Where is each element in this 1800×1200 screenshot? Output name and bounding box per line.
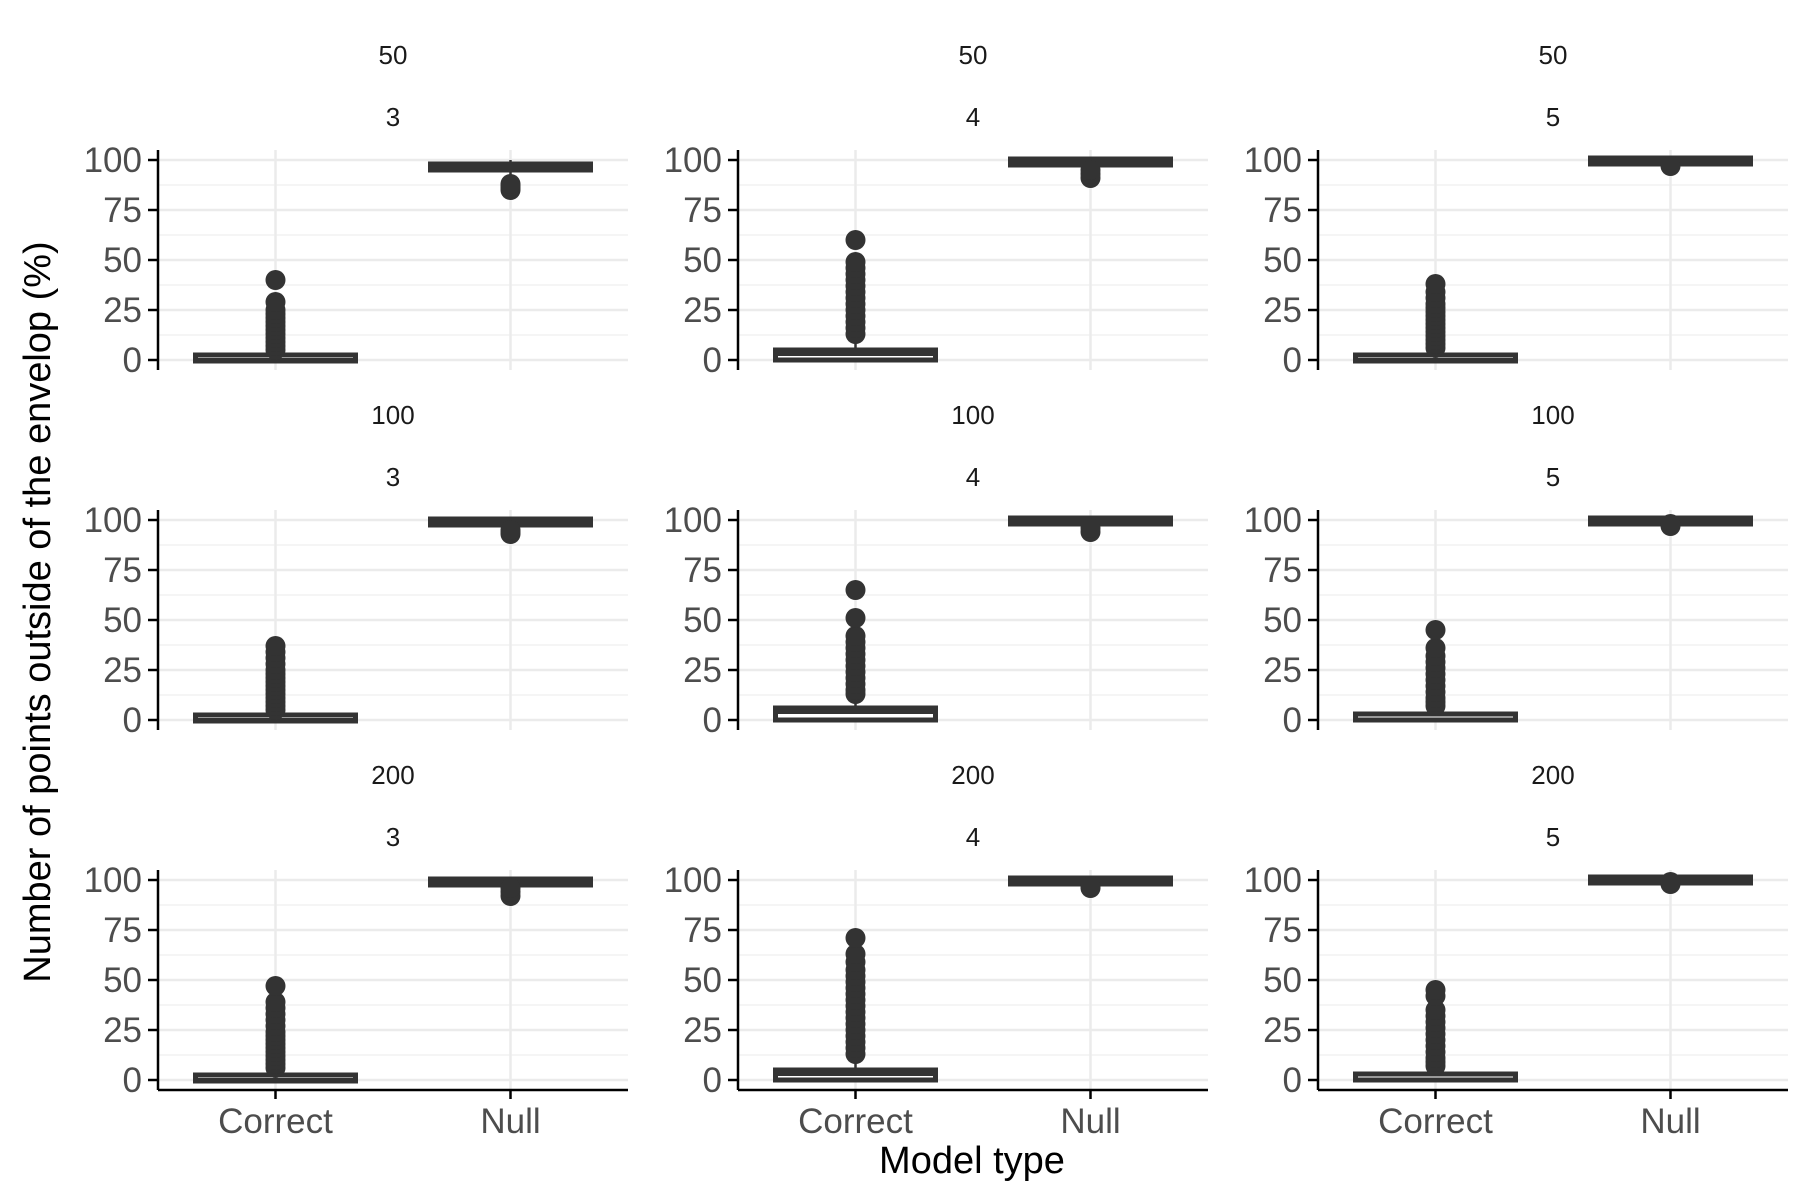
outlier-point	[266, 270, 286, 290]
box-correct	[1356, 274, 1516, 361]
x-tick-label: Correct	[798, 1102, 913, 1141]
panel-100-3	[84, 400, 628, 740]
strip-label-row: 200	[371, 760, 415, 790]
y-tick-label: 75	[1263, 191, 1302, 230]
y-tick-label: 75	[683, 191, 722, 230]
y-tick-label: 0	[1282, 341, 1302, 380]
y-tick-label: 50	[683, 961, 722, 1000]
box-null	[1011, 159, 1171, 188]
outlier-point	[1081, 160, 1101, 180]
y-tick-label: 50	[1263, 241, 1302, 280]
outlier-point	[1081, 876, 1101, 896]
strip-label-row: 200	[1531, 760, 1575, 790]
box-correct	[776, 928, 936, 1080]
y-tick-label: 0	[702, 701, 722, 740]
outlier-point	[501, 174, 521, 194]
y-tick-label: 25	[103, 291, 142, 330]
y-tick-label: 25	[103, 651, 142, 690]
y-tick-label: 100	[663, 141, 722, 180]
y-tick-label: 75	[683, 551, 722, 590]
outlier-point	[846, 252, 866, 272]
strip-label-col: 5	[1545, 462, 1561, 492]
outlier-point	[501, 520, 521, 540]
strip-label-row: 50	[1538, 40, 1568, 70]
y-tick-label: 100	[83, 861, 142, 900]
x-tick-label: Null	[480, 1102, 541, 1141]
outlier-point	[1426, 274, 1446, 294]
y-tick-label: 75	[103, 911, 142, 950]
panel-50-3	[84, 40, 628, 380]
y-tick-label: 25	[683, 651, 722, 690]
y-tick-label: 0	[122, 341, 142, 380]
outlier-point	[1081, 518, 1101, 538]
y-tick-label: 0	[1282, 1061, 1302, 1100]
x-tick-label: Correct	[218, 1102, 333, 1141]
panel-200-3	[84, 760, 628, 1141]
y-tick-label: 100	[663, 501, 722, 540]
y-tick-label: 75	[683, 911, 722, 950]
strip-label-row: 100	[371, 400, 415, 430]
strip-label-col: 3	[385, 822, 401, 852]
outlier-point	[1426, 620, 1446, 640]
strip-label-col: 4	[965, 462, 981, 492]
strip-label-col: 4	[965, 822, 981, 852]
panel-100-5	[1244, 400, 1788, 740]
y-tick-label: 50	[1263, 961, 1302, 1000]
y-tick-label: 75	[1263, 911, 1302, 950]
y-tick-label: 50	[683, 241, 722, 280]
outlier-point	[846, 608, 866, 628]
y-tick-label: 50	[103, 241, 142, 280]
y-tick-label: 100	[83, 501, 142, 540]
strip-label-row: 200	[951, 760, 995, 790]
box-null	[1011, 876, 1171, 898]
box-null	[1591, 156, 1751, 176]
x-tick-label: Correct	[1378, 1102, 1493, 1141]
y-tick-label: 100	[83, 141, 142, 180]
box-correct	[776, 230, 936, 360]
outlier-point	[1661, 872, 1681, 892]
panel-50-4	[664, 40, 1208, 380]
x-axis-title: Model type	[879, 1140, 1065, 1182]
y-tick-label: 25	[103, 1011, 142, 1050]
panel-200-4	[664, 760, 1208, 1141]
y-tick-label: 0	[702, 1061, 722, 1100]
box-null	[431, 519, 591, 544]
panel-200-5	[1244, 760, 1788, 1141]
outlier-point	[846, 580, 866, 600]
box-correct	[196, 270, 356, 361]
y-tick-label: 50	[683, 601, 722, 640]
strip-label-row: 100	[1531, 400, 1575, 430]
y-axis-title: Number of points outside of the envelop (%)	[17, 241, 59, 983]
y-tick-label: 0	[1282, 701, 1302, 740]
box-correct	[196, 636, 356, 721]
strip-label-col: 5	[1545, 822, 1561, 852]
x-tick-label: Null	[1060, 1102, 1121, 1141]
strip-label-col: 5	[1545, 102, 1561, 132]
outlier-point	[266, 292, 286, 312]
y-tick-label: 100	[663, 861, 722, 900]
y-tick-label: 0	[122, 701, 142, 740]
outlier-point	[266, 976, 286, 996]
y-tick-label: 25	[683, 291, 722, 330]
y-tick-label: 25	[1263, 651, 1302, 690]
outlier-point	[1426, 638, 1446, 658]
panel-100-4	[664, 400, 1208, 740]
strip-label-col: 3	[385, 102, 401, 132]
panel-50-5	[1244, 40, 1788, 380]
box-null	[1011, 518, 1171, 542]
y-tick-label: 50	[103, 601, 142, 640]
y-tick-label: 100	[1243, 141, 1302, 180]
y-tick-label: 50	[1263, 601, 1302, 640]
outlier-point	[846, 230, 866, 250]
box-null	[1591, 514, 1751, 536]
outlier-point	[1661, 514, 1681, 534]
outlier-point	[846, 626, 866, 646]
outlier-point	[266, 636, 286, 656]
y-tick-label: 75	[1263, 551, 1302, 590]
box-correct	[196, 976, 356, 1081]
strip-label-row: 50	[378, 40, 408, 70]
outlier-point	[846, 928, 866, 948]
y-tick-label: 100	[1243, 861, 1302, 900]
box-null	[431, 160, 591, 200]
y-tick-label: 100	[1243, 501, 1302, 540]
strip-label-row: 50	[958, 40, 988, 70]
panels-group	[84, 40, 1788, 1141]
y-tick-label: 0	[702, 341, 722, 380]
strip-label-col: 3	[385, 462, 401, 492]
outlier-point	[1661, 156, 1681, 176]
strip-label-row: 100	[951, 400, 995, 430]
y-tick-label: 0	[122, 1061, 142, 1100]
y-tick-label: 75	[103, 191, 142, 230]
y-tick-label: 25	[1263, 291, 1302, 330]
outlier-point	[1426, 980, 1446, 1000]
box-null	[431, 878, 591, 906]
box-null	[1591, 872, 1751, 894]
x-tick-label: Null	[1640, 1102, 1701, 1141]
outlier-point	[501, 878, 521, 898]
y-tick-label: 25	[1263, 1011, 1302, 1050]
y-tick-label: 75	[103, 551, 142, 590]
y-tick-label: 25	[683, 1011, 722, 1050]
strip-label-col: 4	[965, 102, 981, 132]
y-tick-label: 50	[103, 961, 142, 1000]
